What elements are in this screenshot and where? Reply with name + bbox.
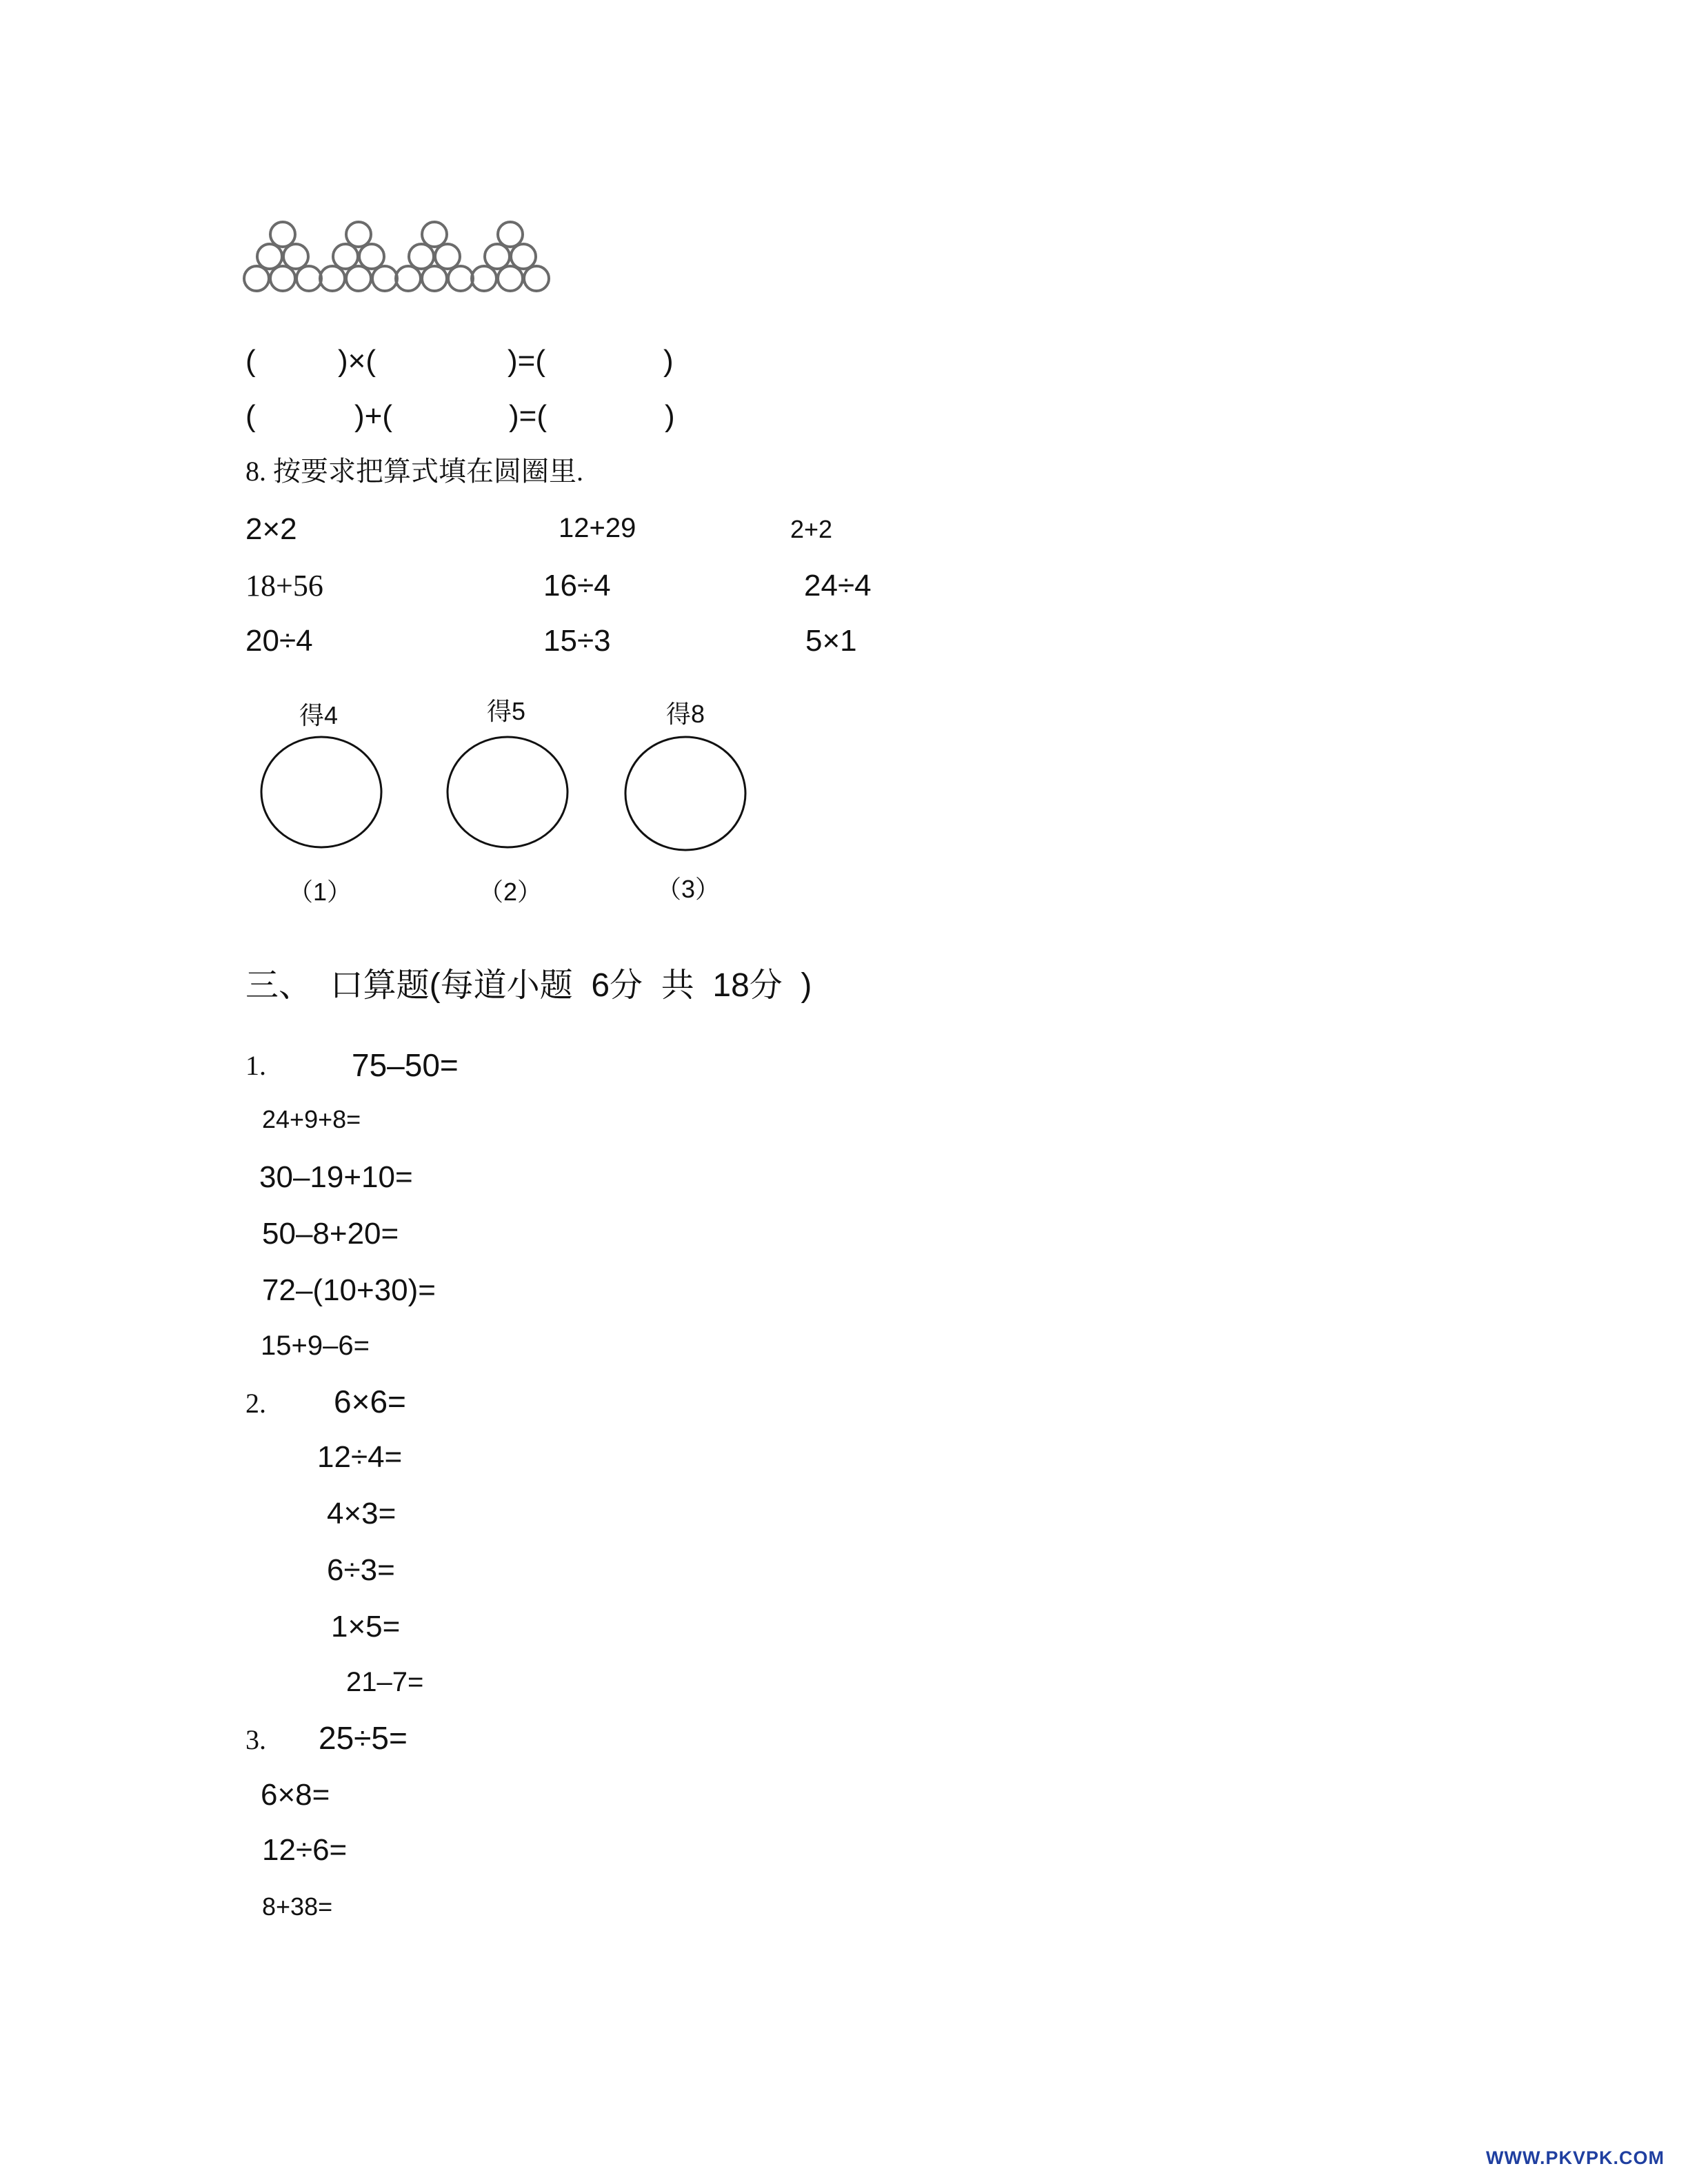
small-circle xyxy=(409,244,434,269)
math-item: 8+38= xyxy=(262,1892,333,1921)
circle-number: （3） xyxy=(656,875,721,903)
empty-circle-icon xyxy=(445,735,570,849)
small-circle xyxy=(244,266,269,291)
circle-number: （1） xyxy=(288,878,352,906)
math-item: 15+9–6= xyxy=(261,1331,370,1361)
small-circle xyxy=(320,266,345,291)
paren-close: ) xyxy=(665,399,675,433)
math-item: 12÷6= xyxy=(262,1833,348,1867)
small-circle xyxy=(524,266,549,291)
expression: 5×1 xyxy=(805,624,857,658)
circle-group xyxy=(244,222,321,291)
paren-open: ( xyxy=(245,399,256,433)
circle-group xyxy=(320,222,397,291)
circle-label: 得8 xyxy=(666,700,705,728)
math-item: 1×5= xyxy=(331,1610,401,1644)
math-item: 25÷5= xyxy=(319,1720,408,1756)
group-number: 3. xyxy=(245,1724,266,1755)
paren-open: ( xyxy=(245,344,256,378)
empty-circle-icon xyxy=(259,735,383,849)
small-circle xyxy=(346,222,371,247)
small-circle xyxy=(346,266,371,291)
site-watermark: WWW.PKVPK.COM xyxy=(1486,2147,1665,2168)
math-item: 50–8+20= xyxy=(262,1217,399,1251)
expression: 18+56 xyxy=(245,569,323,603)
equals-operator: )=( xyxy=(509,399,547,433)
circle-group xyxy=(396,222,473,291)
circle-label: 得4 xyxy=(299,701,339,729)
math-item: 6×6= xyxy=(334,1384,406,1419)
expression: 15÷3 xyxy=(543,624,611,658)
expression: 16÷4 xyxy=(543,569,611,603)
expression: 2+2 xyxy=(790,515,833,543)
empty-circle-icon xyxy=(623,735,747,852)
times-operator: )×( xyxy=(338,344,376,378)
expression: 24÷4 xyxy=(804,569,872,603)
small-circle xyxy=(422,222,447,247)
group-number: 1. xyxy=(245,1050,266,1081)
math-item: 21–7= xyxy=(346,1667,424,1697)
math-item: 75–50= xyxy=(352,1047,459,1083)
small-circle xyxy=(257,244,282,269)
small-circle xyxy=(270,222,295,247)
question-8-title: 8. 按要求把算式填在圆圈里. xyxy=(245,456,583,487)
circle-groups-figure xyxy=(241,214,559,310)
math-item: 6×8= xyxy=(261,1778,330,1812)
section-3-heading: 三、 口算题(每道小题 6分 共 18分 ) xyxy=(245,967,812,1004)
small-circle xyxy=(498,222,523,247)
equals-operator: )=( xyxy=(508,344,545,378)
math-item: 30–19+10= xyxy=(259,1160,413,1194)
small-circle xyxy=(283,244,308,269)
circle-label: 得5 xyxy=(487,697,526,725)
paren-close: ) xyxy=(663,344,674,378)
plus-operator: )+( xyxy=(354,399,392,433)
small-circle xyxy=(435,244,460,269)
small-circle xyxy=(422,266,447,291)
small-circle xyxy=(297,266,321,291)
small-circle xyxy=(498,266,523,291)
small-circle xyxy=(472,266,496,291)
math-item: 4×3= xyxy=(327,1497,396,1530)
circle-number: （2） xyxy=(479,878,543,906)
small-circle xyxy=(396,266,421,291)
small-circle xyxy=(359,244,384,269)
math-item: 6÷3= xyxy=(327,1553,395,1587)
math-item: 24+9+8= xyxy=(262,1105,361,1133)
math-item: 12÷4= xyxy=(317,1440,403,1474)
small-circle xyxy=(448,266,473,291)
small-circle xyxy=(270,266,295,291)
math-item: 72–(10+30)= xyxy=(262,1273,436,1307)
expression: 20÷4 xyxy=(245,624,313,658)
circle-group xyxy=(472,222,549,291)
small-circle xyxy=(511,244,536,269)
expression: 2×2 xyxy=(245,512,297,546)
small-circle xyxy=(372,266,397,291)
group-number: 2. xyxy=(245,1388,266,1419)
small-circle xyxy=(485,244,510,269)
expression: 12+29 xyxy=(559,513,636,543)
small-circle xyxy=(333,244,358,269)
